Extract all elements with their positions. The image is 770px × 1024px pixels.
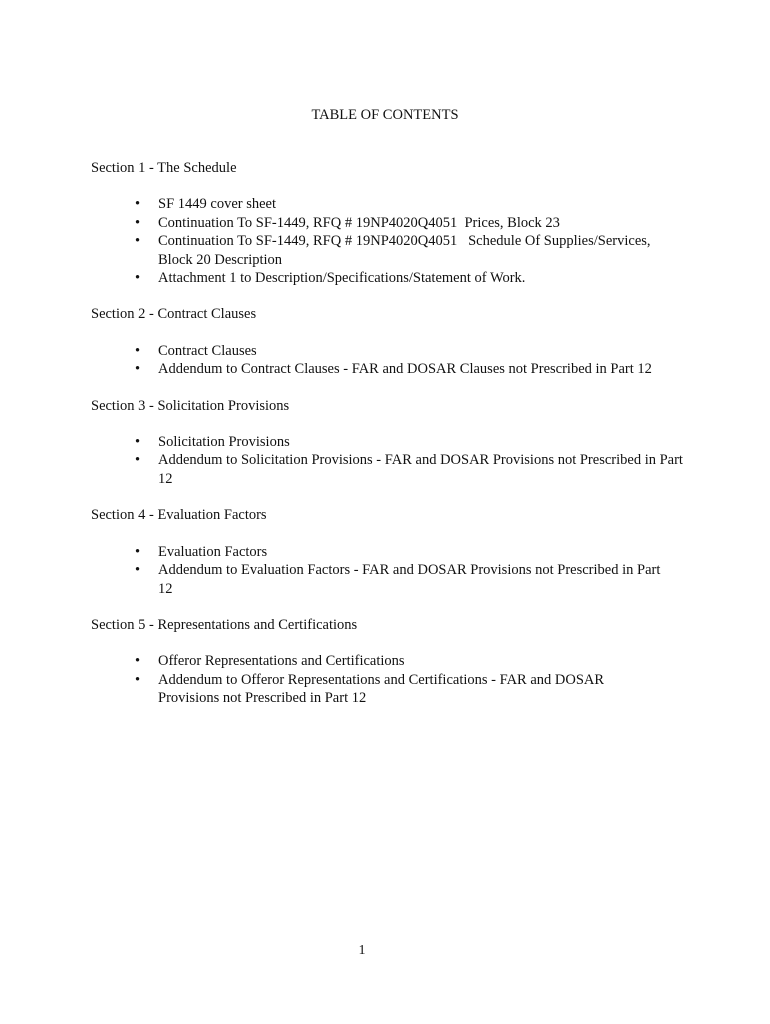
bullet-icon: • — [135, 653, 141, 670]
section-item-list — [91, 652, 691, 707]
list-item: • Contract Clauses — [135, 342, 257, 359]
toc-section-1 — [91, 159, 691, 287]
list-item: • Addendum to Solicitation Provisions - FAR and DOSAR Provisions not Prescribed in Part 12 — [135, 452, 687, 487]
list-item: • Offeror Representations and Certifications — [135, 653, 405, 670]
bullet-icon: • — [135, 671, 141, 688]
list-item: • Attachment 1 to Description/Specifications/Statement of Work. — [135, 270, 526, 287]
list-item: • Addendum to Offeror Representations and Certifications - FAR and DOSAR Provisions not Prescribed in Part 12 — [135, 671, 608, 707]
page-number: 1 — [358, 943, 366, 958]
list-item: • Continuation To SF-1449, RFQ # 19NP4020Q4051 Schedule Of Supplies/Services, Block 20 Description — [135, 233, 655, 268]
section-item-list — [91, 195, 691, 287]
list-item: • Addendum to Contract Clauses - FAR and DOSAR Clauses not Prescribed in Part 12 — [135, 361, 652, 378]
section-heading: Section 3 - Solicitation Provisions — [91, 397, 290, 414]
list-item: • Continuation To SF-1449, RFQ # 19NP4020Q4051 Prices, Block 23 — [135, 214, 560, 231]
toc-section-4 — [91, 506, 691, 598]
bullet-icon: • — [135, 452, 141, 469]
bullet-icon: • — [135, 543, 141, 560]
toc-section-5 — [91, 616, 691, 708]
section-heading: Section 4 - Evaluation Factors — [91, 507, 267, 524]
bullet-icon: • — [135, 342, 141, 359]
bullet-icon: • — [135, 562, 141, 579]
section-heading: Section 5 - Representations and Certifications — [91, 616, 358, 633]
bullet-icon: • — [135, 270, 141, 287]
section-heading: Section 2 - Contract Clauses — [91, 306, 257, 323]
bullet-icon: • — [135, 196, 141, 213]
toc-section-2 — [91, 305, 691, 378]
section-item-list — [91, 543, 691, 598]
table-of-contents — [91, 159, 691, 726]
bullet-icon: • — [135, 214, 141, 231]
section-item-list — [91, 433, 691, 488]
bullet-icon: • — [135, 434, 141, 451]
list-item: • Evaluation Factors — [135, 543, 268, 560]
bullet-icon: • — [135, 361, 141, 378]
list-item: • Addendum to Evaluation Factors - FAR and DOSAR Provisions not Prescribed in Part 12 — [135, 562, 664, 597]
page-title: TABLE OF CONTENTS — [311, 107, 459, 123]
list-item: • SF 1449 cover sheet — [135, 196, 276, 213]
bullet-icon: • — [135, 233, 141, 250]
toc-section-3 — [91, 397, 691, 489]
section-heading: Section 1 - The Schedule — [91, 160, 237, 176]
list-item: • Solicitation Provisions — [135, 434, 290, 451]
section-item-list — [91, 342, 691, 379]
